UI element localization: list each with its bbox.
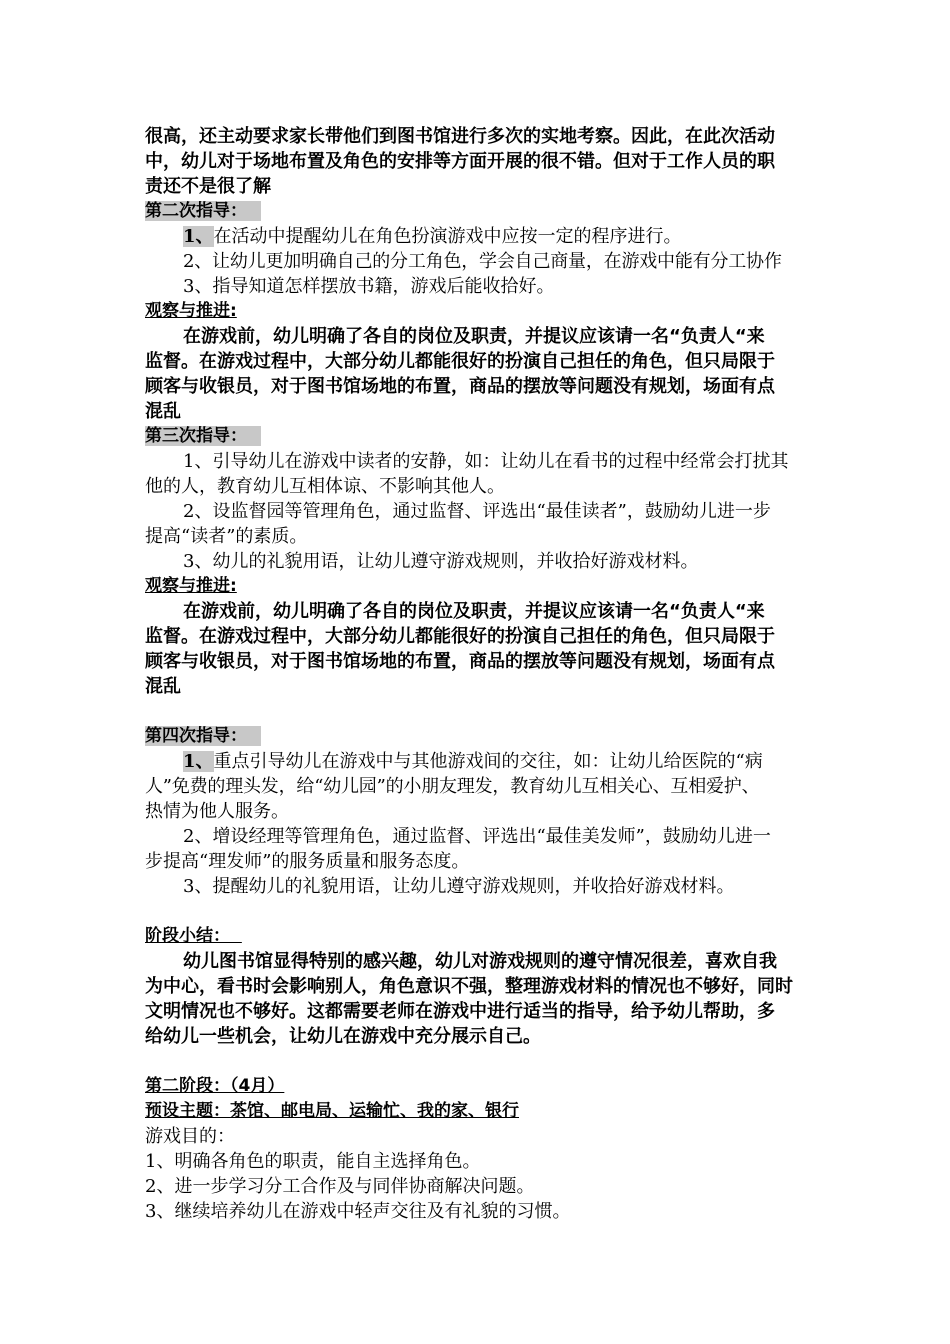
guide4-item-1-line-3: 热情为他人服务。	[145, 801, 289, 822]
stage2-themes: 预设主题：茶馆、邮电局、运输忙、我的家、银行	[145, 1101, 519, 1121]
guide4-item-2-line-2: 步提高“理发师”的服务质量和服务态度。	[145, 851, 470, 872]
obs2-heading: 观察与推进:	[145, 576, 237, 596]
summary-line-3: 文明情况也不够好。这都需要老师在游戏中进行适当的指导，给予幼儿帮助，多	[145, 1001, 775, 1022]
intro-line-2: 中，幼儿对于场地布置及角色的安排等方面开展的很不错。但对于工作人员的职	[145, 151, 775, 172]
obs1-line-4: 混乱	[145, 401, 181, 422]
guide2-item-2: 2、让幼儿更加明确自己的分工角色，学会自己商量，在游戏中能有分工协作	[183, 251, 782, 272]
intro-line-3: 责还不是很了解	[145, 176, 271, 197]
guide2-item-1: 1、在活动中提醒幼儿在角色扮演游戏中应按一定的程序进行。	[183, 226, 682, 247]
guide3-item-1-line-1: 1、引导幼儿在游戏中读者的安静，如：让幼儿在看书的过程中经常会打扰其	[183, 451, 789, 472]
guide3-item-3: 3、幼儿的礼貌用语，让幼儿遵守游戏规则，并收拾好游戏材料。	[183, 551, 699, 572]
stage2-heading: 第二阶段：（4月）	[145, 1076, 285, 1096]
spacer	[145, 699, 810, 724]
guide4-heading: 第四次指导：	[145, 724, 810, 749]
obs2-line-3: 顾客与收银员，对于图书馆场地的布置，商品的摆放等问题没有规划，场面有点	[145, 651, 775, 672]
guide2-item-3: 3、指导知道怎样摆放书籍，游戏后能收拾好。	[183, 276, 555, 297]
document-page	[145, 124, 810, 1224]
summary-line-2: 为中心，看书时会影响别人，角色意识不强，整理游戏材料的情况也不够好，同时	[145, 976, 793, 997]
guide3-item-2-line-2: 提高“读者”的素质。	[145, 526, 308, 547]
guide4-item-3: 3、提醒幼儿的礼貌用语，让幼儿遵守游戏规则，并收拾好游戏材料。	[183, 876, 735, 897]
obs2-line-2: 监督。在游戏过程中，大部分幼儿都能很好的扮演自己担任的角色，但只局限于	[145, 626, 775, 647]
guide4-item-1-number: 1、	[183, 751, 214, 772]
guide4-item-1-line-2: 人”免费的理头发，给“幼儿园”的小朋友理发，教育幼儿互相关心、互相爱护、	[145, 776, 760, 797]
stage2-goal-label: 游戏目的：	[145, 1126, 235, 1147]
obs1-line-3: 顾客与收银员，对于图书馆场地的布置，商品的摆放等问题没有规划，场面有点	[145, 376, 775, 397]
spacer	[145, 1049, 810, 1074]
guide4-item-1-line-1: 1、重点引导幼儿在游戏中与其他游戏间的交往，如：让幼儿给医院的“病	[183, 751, 763, 772]
obs1-line-2: 监督。在游戏过程中，大部分幼儿都能很好的扮演自己担任的角色，但只局限于	[145, 351, 775, 372]
summary-heading: 阶段小结：	[145, 926, 230, 946]
obs1-line-1: 在游戏前，幼儿明确了各自的岗位及职责，并提议应该请一名“负责人“来	[183, 326, 765, 347]
guide4-item-2-line-1: 2、增设经理等管理角色，通过监督、评选出“最佳美发师”，鼓励幼儿进一	[183, 826, 771, 847]
stage2-goal-1: 1、明确各角色的职责，能自主选择角色。	[145, 1151, 481, 1172]
guide3-item-1-line-2: 他的人，教育幼儿互相体谅、不影响其他人。	[145, 476, 505, 497]
guide3-item-2-line-1: 2、设监督园等管理角色，通过监督、评选出“最佳读者”，鼓励幼儿进一步	[183, 501, 771, 522]
guide2-heading: 第二次指导：	[145, 199, 810, 224]
obs2-line-1: 在游戏前，幼儿明确了各自的岗位及职责，并提议应该请一名“负责人“来	[183, 601, 765, 622]
summary-line-4: 给幼儿一些机会，让幼儿在游戏中充分展示自己。	[145, 1026, 541, 1047]
stage2-goal-2: 2、进一步学习分工合作及与同伴协商解决问题。	[145, 1176, 535, 1197]
guide3-heading: 第三次指导：	[145, 424, 810, 449]
spacer	[145, 899, 810, 924]
obs1-heading: 观察与推进:	[145, 301, 237, 321]
obs2-line-4: 混乱	[145, 676, 181, 697]
summary-line-1: 幼儿图书馆显得特别的感兴趣，幼儿对游戏规则的遵守情况很差，喜欢自我	[183, 951, 777, 972]
guide2-item-1-number: 1、	[183, 226, 214, 247]
intro-line-1: 很高，还主动要求家长带他们到图书馆进行多次的实地考察。因此，在此次活动	[145, 126, 775, 147]
stage2-goal-3: 3、继续培养幼儿在游戏中轻声交往及有礼貌的习惯。	[145, 1201, 571, 1222]
